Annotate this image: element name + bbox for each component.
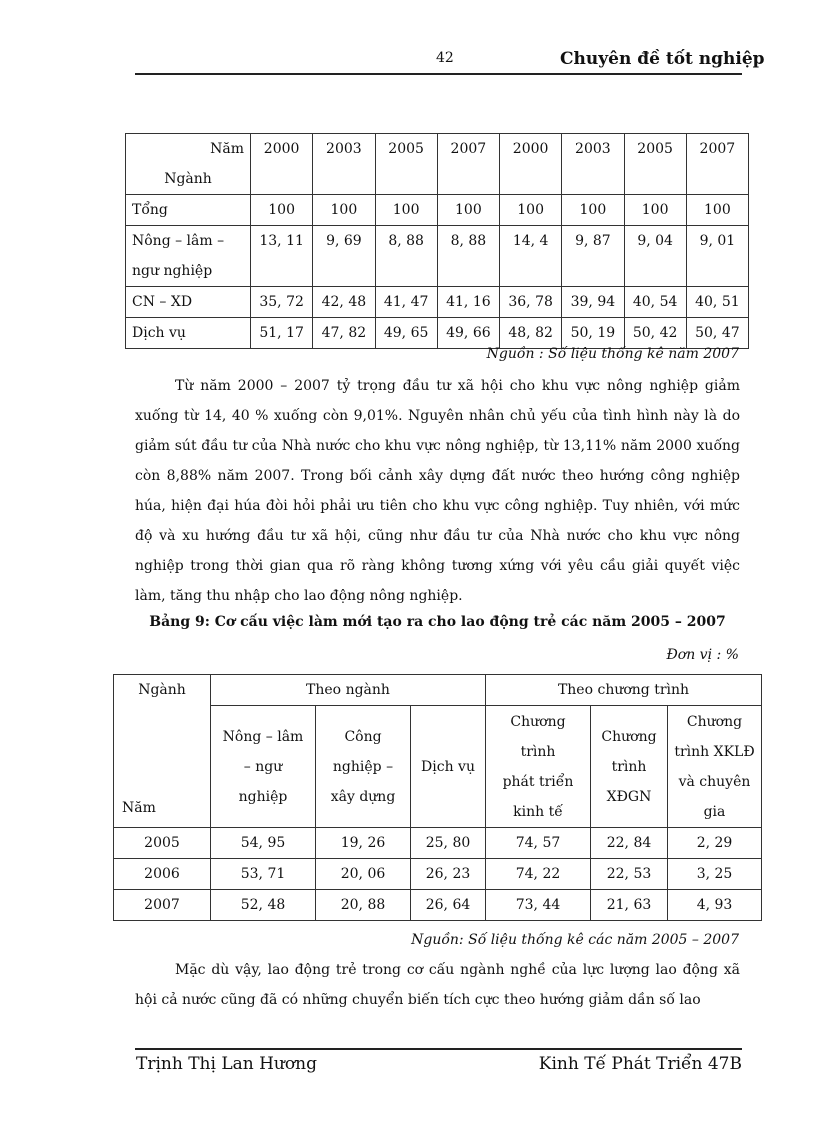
year-header: 2000 — [251, 134, 313, 195]
employment-table — [113, 674, 762, 921]
header-rule — [135, 73, 742, 75]
table-corner: Năm Ngành — [126, 134, 251, 195]
year-header: 2007 — [437, 134, 499, 195]
document-title: Chuyên đề tốt nghiệp — [560, 49, 765, 69]
group-header: Theo ngành — [211, 675, 486, 706]
table-row: 2007 52, 48 20, 88 26, 64 73, 44 21, 63 4, 93 — [114, 890, 762, 921]
year-header: 2007 — [686, 134, 748, 195]
year-header: 2005 — [375, 134, 437, 195]
year-header: 2003 — [313, 134, 375, 195]
table-corner: Ngành Năm — [114, 675, 211, 828]
unit-label: Đơn vị : % — [666, 647, 739, 663]
year-header: 2005 — [624, 134, 686, 195]
column-header: Chương trình phát triển kinh tế — [486, 706, 591, 828]
table-source: Nguồn : Số liệu thống kê năm 2007 — [486, 346, 739, 362]
author-name: Trịnh Thị Lan Hương — [136, 1054, 317, 1074]
year-header: 2000 — [500, 134, 562, 195]
column-header: Nông – lâm – ngư nghiệp — [211, 706, 316, 828]
table-row: 2006 53, 71 20, 06 26, 23 74, 22 22, 53 3, 25 — [114, 859, 762, 890]
table-source: Nguồn: Số liệu thống kê các năm 2005 – 2007 — [411, 932, 739, 948]
body-paragraph: Từ năm 2000 – 2007 tỷ trọng đầu tư xã hội cho khu vực nông nghiệp giảm xuống từ 14, 40 % xuống còn 9,01%. Nguyên nhân chủ yếu của tình hình này là do giảm sút đầu tư của Nhà nước cho khu vực nông nghiệp, từ 13,11% năm 2000 xuống còn 8,88% năm 2007. Trong bối cảnh xây dựng đất nước theo hướng công nghiệp húa, hiện đại húa đòi hỏi phải ưu tiên cho khu vực công nghiệp. Tuy nhiên, với mức độ và xu hướng đầu tư xã hội, cũng như đầu tư của Nhà nước cho khu vực nông nghiệp trong thời gian qua rõ ràng không tương xứng với yêu cầu giải quyết việc làm, tăng thu nhập cho lao động nông nghiệp. — [135, 378, 740, 604]
column-header: Chương trình XKLĐ và chuyên gia — [668, 706, 762, 828]
class-name: Kinh Tế Phát Triển 47B — [538, 1054, 742, 1074]
column-header: Dịch vụ — [411, 706, 486, 828]
table-row: Dịch vụ 51, 17 47, 82 49, 65 49, 66 48, 82 50, 19 50, 42 50, 47 — [126, 318, 749, 349]
table-row: Tổng 100 100 100 100 100 100 100 100 — [126, 195, 749, 226]
table-row: CN – XD 35, 72 42, 48 41, 47 41, 16 36, 78 39, 94 40, 54 40, 51 — [126, 287, 749, 318]
investment-table — [125, 133, 749, 349]
table-row: 2005 54, 95 19, 26 25, 80 74, 57 22, 84 2, 29 — [114, 828, 762, 859]
page-number: 42 — [436, 50, 454, 66]
column-header: Công nghiệp – xây dựng — [316, 706, 411, 828]
table-caption: Bảng 9: Cơ cấu việc làm mới tạo ra cho lao động trẻ các năm 2005 – 2007 — [149, 614, 726, 630]
column-header: Chương trình XĐGN — [591, 706, 668, 828]
footer-rule — [135, 1048, 742, 1050]
year-header: 2003 — [562, 134, 624, 195]
table-row: Nông – lâm – ngư nghiệp 13, 11 9, 69 8, 88 8, 88 14, 4 9, 87 9, 04 9, 01 — [126, 226, 749, 287]
group-header: Theo chương trình — [486, 675, 762, 706]
body-paragraph: Mặc dù vậy, lao động trẻ trong cơ cấu ngành nghề của lực lượng lao động xã hội cả nước cũng đã có những chuyển biến tích cực theo hướng giảm dần số lao — [135, 962, 740, 1008]
